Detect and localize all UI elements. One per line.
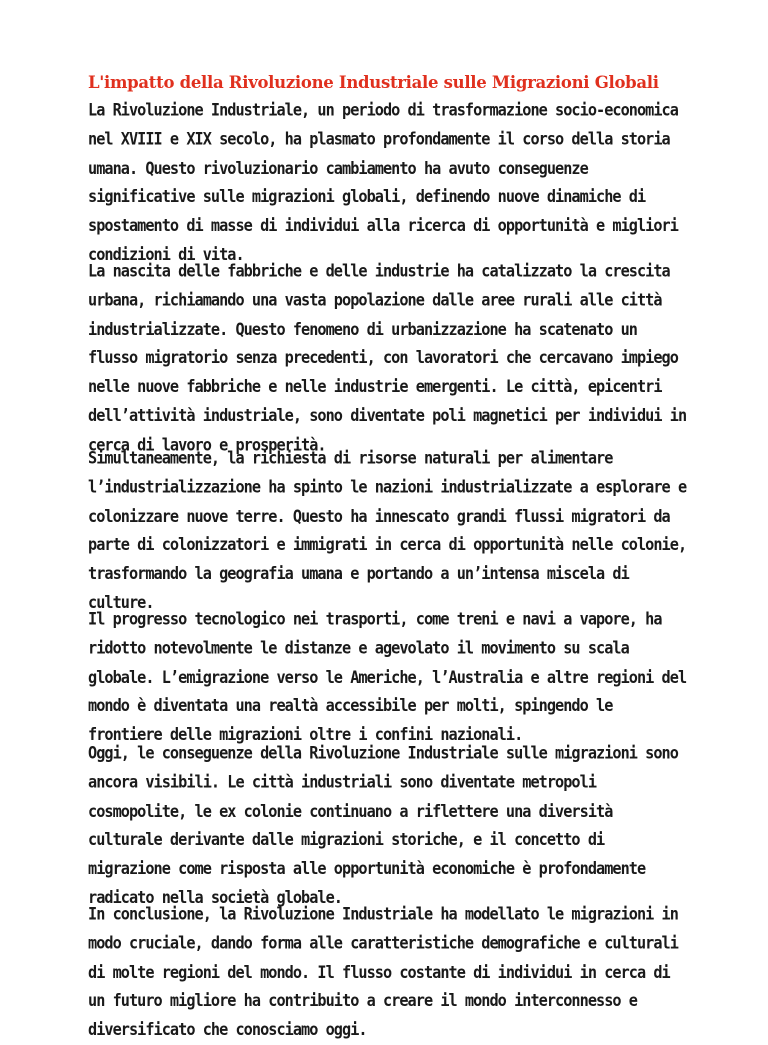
document-title: L'impatto della Rivoluzione Industriale sulle Migrazioni Globali xyxy=(88,73,659,92)
paragraph-6: In conclusione, la Rivoluzione Industriale ha modellato le migrazioni in modo cruciale, dando forma alle caratteristiche demografiche e culturali di molte regioni del mondo. Il flusso costante di individui in cerca di un futuro migliore ha contribuito a creare il mondo interconnesso e diversificato che conosciamo oggi. xyxy=(88,904,678,1040)
paragraph-1: La Rivoluzione Industriale, un periodo di trasformazione socio-economica nel XVIII e XIX secolo, ha plasmato profondamente il corso della storia umana. Questo rivoluzionario cambiamento ha avuto conseguenze significative sulle migrazioni globali, definendo nuove dinamiche di spostamento di masse di individui alla ricerca di opportunità e migliori condizioni di vita. xyxy=(88,100,678,265)
paragraph-5: Oggi, le conseguenze della Rivoluzione Industriale sulle migrazioni sono ancora visibili. Le città industriali sono diventate metropoli cosmopolite, le ex colonie continuano a riflettere una diversità culturale derivante dalle migrazioni storiche, e il concetto di migrazione come risposta alle opportunità economiche è profondamente radicato nella società globale. xyxy=(88,743,678,908)
paragraph-3: Simultaneamente, la richiesta di risorse naturali per alimentare l’industrializzazione ha spinto le nazioni industrializzate a esplorare e colonizzare nuove terre. Questo ha innescato grandi flussi migratori da parte di colonizzatori e immigrati in cerca di opportunità nelle colonie, trasformando la geografia umana e portando a un’intensa miscela di culture. xyxy=(88,448,687,613)
document-body xyxy=(88,96,688,1040)
document-page xyxy=(88,70,688,1040)
paragraph-4: Il progresso tecnologico nei trasporti, come treni e navi a vapore, ha ridotto notevolmente le distanze e agevolato il movimento su scala globale. L’emigrazione verso le Americhe, l’Australia e altre regioni del mondo è diventata una realtà accessibile per molti, spingendo le frontiere delle migrazioni oltre i confini nazionali. xyxy=(88,609,687,745)
paragraph-2: La nascita delle fabbriche e delle industrie ha catalizzato la crescita urbana, richiamando una vasta popolazione dalle aree rurali alle città industrializzate. Questo fenomeno di urbanizzazione ha scatenato un flusso migratorio senza precedenti, con lavoratori che cercavano impiego nelle nuove fabbriche e nelle industrie emergenti. Le città, epicentri dell’attività industriale, sono diventate poli magnetici per individui in cerca di lavoro e prosperità. xyxy=(88,261,687,455)
